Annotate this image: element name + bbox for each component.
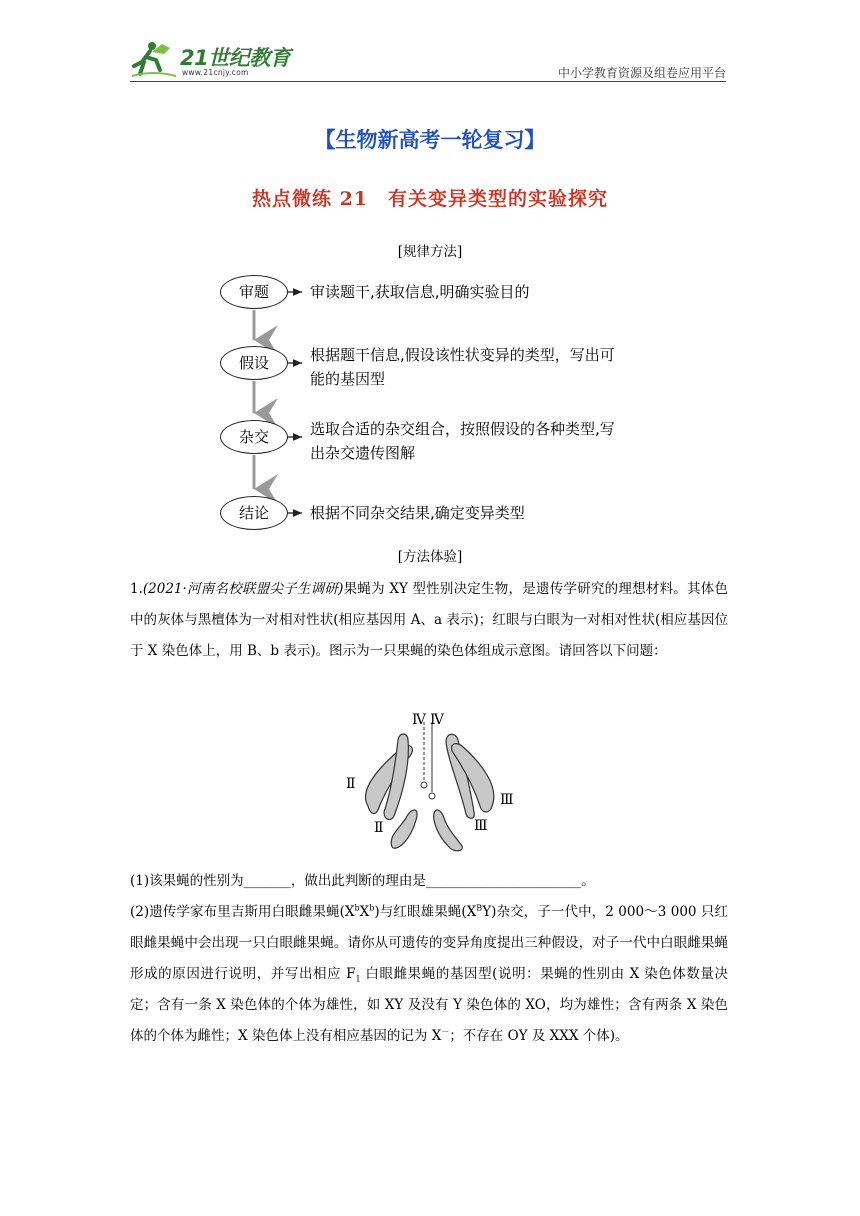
section-heading-rules: [规律方法] xyxy=(397,244,463,260)
superscript: B xyxy=(476,903,483,913)
logo-url: www.21cnjy.com xyxy=(182,68,249,77)
question-source: (2021·河南名校联盟尖子生调研) xyxy=(142,581,344,597)
flow-text-line: 能的基因型 xyxy=(310,370,386,388)
question-1-part-2 xyxy=(130,897,728,1052)
flow-text-line: 选取合适的杂交组合，按照假设的各种类型,写 xyxy=(310,420,615,438)
chromosome-figure xyxy=(340,710,520,860)
flow-step-conclusion-text: 根据不同杂交结果,确定变异类型 xyxy=(310,504,525,522)
text-run: )与红眼雄果蝇(X xyxy=(374,904,477,920)
question-number: 1. xyxy=(130,581,143,597)
label-iii-right: Ⅲ xyxy=(500,792,514,808)
text-run: Y)杂交，子一代中，2 000～3 000 只红眼雌果蝇中会出现一只白眼雌果蝇。请你从可遗传的变异角度提出三种假设，对子一代中白眼雌果蝇形成的原因进行说明，并写出相应 F xyxy=(130,904,728,982)
question-text: 果蝇为 XY 型性别决定生物，是遗传学研究的理想材料。其体色中的灰体与黑檀体为一对相对性状(相应基因用 A、a 表示)；红眼与白眼为一对相对性状(相应基因位于 X 染色体上，用 B、b 表示)。图示为一只果蝇的染色体组成示意图。请回答以下问题： xyxy=(130,581,728,659)
flow-step-review: 审题 xyxy=(220,275,288,309)
logo-text: 21世纪教育 xyxy=(180,46,291,70)
chromosome-iv-dot-right xyxy=(429,793,435,799)
label-iv-left: Ⅳ xyxy=(412,712,426,728)
flow-step-conclusion: 结论 xyxy=(220,496,288,530)
text-run: 白眼雌果蝇的基因型(说明：果蝇的性别由 X 染色体数量决定；含有一条 X 染色体的个体为雄性，如 XY 及没有 Y 染色体的 XO，均为雄性；含有两条 X 染色体的个体为雌性；X 染色体上没有相应基因的记为 X xyxy=(130,966,728,1044)
subscript: 1 xyxy=(355,974,361,984)
page-title: 【生物新高考一轮复习】 xyxy=(314,128,546,152)
header-platform-text: 中小学教育资源及组卷应用平台 xyxy=(557,66,726,80)
chromosome-ii-bottom xyxy=(391,810,417,848)
superscript: b xyxy=(369,903,375,913)
chromosome-iv-dot-left xyxy=(421,782,427,788)
flow-text-line: 根据题干信息,假设该性状变异的类型，写出可 xyxy=(310,346,615,364)
section-heading-practice: [方法体验] xyxy=(397,549,463,565)
label-iv-right: Ⅳ xyxy=(430,712,444,728)
flow-step-hypothesis: 假设 xyxy=(220,346,288,380)
page-subtitle: 热点微练 21 有关变异类型的实验探究 xyxy=(251,188,609,210)
header-divider xyxy=(130,81,726,82)
superscript: － xyxy=(441,1027,450,1037)
text-run: X xyxy=(359,904,370,920)
text-run: (2)遗传学家布里吉斯用白眼雌果蝇(X xyxy=(130,904,355,920)
runner-logo-icon xyxy=(130,40,178,80)
chromosome-iii-bottom xyxy=(434,810,463,851)
superscript: b xyxy=(354,903,360,913)
flow-step-cross-text xyxy=(310,417,615,465)
text-run: ；不存在 OY 及 XXX 个体)。 xyxy=(449,1028,629,1044)
label-ii-bottom: Ⅱ xyxy=(374,820,384,836)
label-ii-top: Ⅱ xyxy=(346,776,356,792)
flow-step-hypothesis-text xyxy=(310,343,615,391)
label-iii-bottom: Ⅲ xyxy=(474,818,488,834)
site-logo[interactable] xyxy=(130,38,310,82)
page-header xyxy=(130,38,726,82)
flow-step-review-text: 审读题干,获取信息,明确实验目的 xyxy=(310,283,530,301)
question-1-part-1: (1)该果蝇的性别为_______，做出此判断的理由是_______________________。 xyxy=(130,873,595,889)
flow-text-line: 出杂交遗传图解 xyxy=(310,444,416,462)
flow-step-cross: 杂交 xyxy=(220,420,288,454)
question-1-stem xyxy=(130,574,728,667)
